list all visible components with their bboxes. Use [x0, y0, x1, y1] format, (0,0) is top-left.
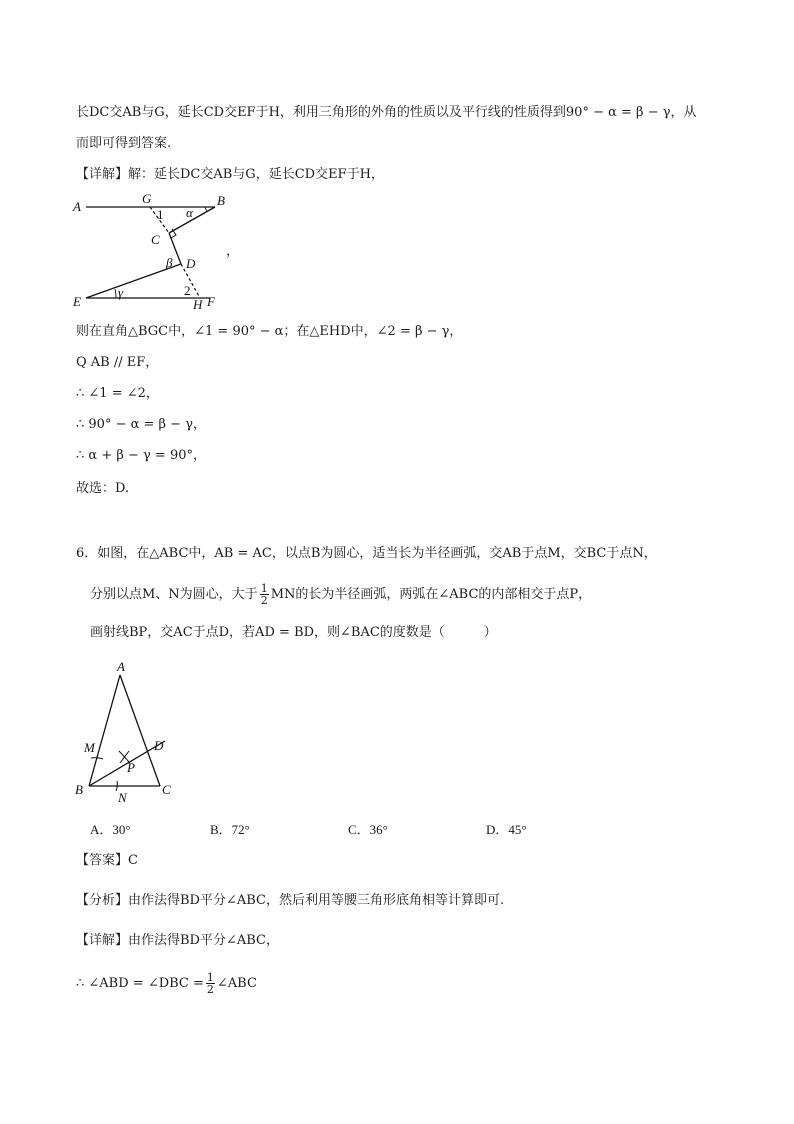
q6-line-2 [90, 583, 591, 606]
fig1-label-A: A [73, 199, 81, 214]
detail-line: 【详解】解：延长DC交AB与G，延长CD交EF于H， [76, 167, 384, 182]
fig1-label-gamma: γ [118, 285, 124, 300]
fig1-label-E: E [73, 294, 81, 309]
figure-parallel-lines [70, 188, 290, 313]
last-frac-num: 1 [206, 971, 214, 984]
fig2-label-C: C [162, 782, 171, 797]
fig1-label-alpha: α [186, 205, 193, 220]
step-4: ∴ 90° − α = β − γ， [76, 417, 206, 432]
last-eq-pre: ∴ ∠ABD = ∠DBC = [76, 976, 204, 991]
step-5: ∴ α + β − γ = 90°， [76, 448, 206, 463]
choice-line: 故选：D. [76, 481, 130, 496]
fig1-label-D: D [186, 256, 196, 271]
option-c[interactable]: C．36° [348, 822, 388, 837]
step-3: ∴ ∠1 = ∠2， [76, 386, 159, 401]
fig2-label-P: P [127, 760, 135, 775]
fig1-label-F: F [207, 294, 215, 309]
option-d[interactable]: D．45° [486, 822, 527, 837]
q6-fraction [260, 583, 269, 606]
step-1: 则在直角△BGC中，∠1 = 90° − α；在△EHD中，∠2 = β − γ， [76, 324, 463, 339]
option-a[interactable]: A．30° [90, 822, 131, 837]
q6-line-3: 画射线BP，交AC于点D，若AD = BD，则∠BAC的度数是（ ） [90, 625, 497, 640]
fig1-label-G: G [142, 191, 152, 206]
figure-triangle [70, 655, 190, 805]
fig1-label-C: C [151, 232, 160, 247]
last-fraction [206, 972, 215, 995]
last-eq-post: ∠ABC [216, 976, 257, 991]
fig1-label-B: B [217, 193, 225, 208]
answer-line: 【答案】C [76, 853, 138, 868]
analysis-continued-line-2: 而即可得到答案. [76, 136, 172, 151]
analysis-line: 【分析】由作法得BD平分∠ABC，然后利用等腰三角形底角相等计算即可. [76, 893, 505, 908]
q6-line-1: 6．如图，在△ABC中，AB = AC，以点B为圆心，适当长为半径画弧，交AB于点M，交BC于点N， [76, 546, 657, 561]
last-frac-den: 2 [206, 983, 214, 996]
q6-line-2-post: MN的长为半径画弧，两弧在∠ABC的内部相交于点P， [270, 587, 592, 602]
fig1-label-2: 2 [184, 283, 191, 298]
last-equation [76, 972, 257, 995]
fig2-label-M: M [84, 740, 95, 755]
analysis-continued-line-1: 长DC交AB与G，延长CD交EF于H，利用三角形的外角的性质以及平行线的性质得到90° − α = β − γ，从 [76, 105, 697, 120]
fig2-label-N: N [118, 790, 127, 805]
fig1-label-1: 1 [157, 207, 164, 222]
detail-line-q6: 【详解】由作法得BD平分∠ABC， [76, 933, 279, 948]
figure-trailing-comma: ， [226, 244, 240, 259]
option-b[interactable]: B．72° [210, 822, 250, 837]
q6-line-2-pre: 分别以点M、N为圆心，大于 [90, 587, 258, 602]
q6-frac-num: 1 [260, 582, 268, 595]
q6-frac-den: 2 [260, 594, 268, 607]
fig1-label-beta: β [166, 255, 173, 270]
step-2: Q AB // EF， [76, 355, 159, 370]
fig2-label-B: B [75, 782, 83, 797]
fig2-label-A: A [117, 659, 125, 674]
fig1-label-H: H [193, 297, 203, 312]
fig2-label-D: D [154, 738, 164, 753]
